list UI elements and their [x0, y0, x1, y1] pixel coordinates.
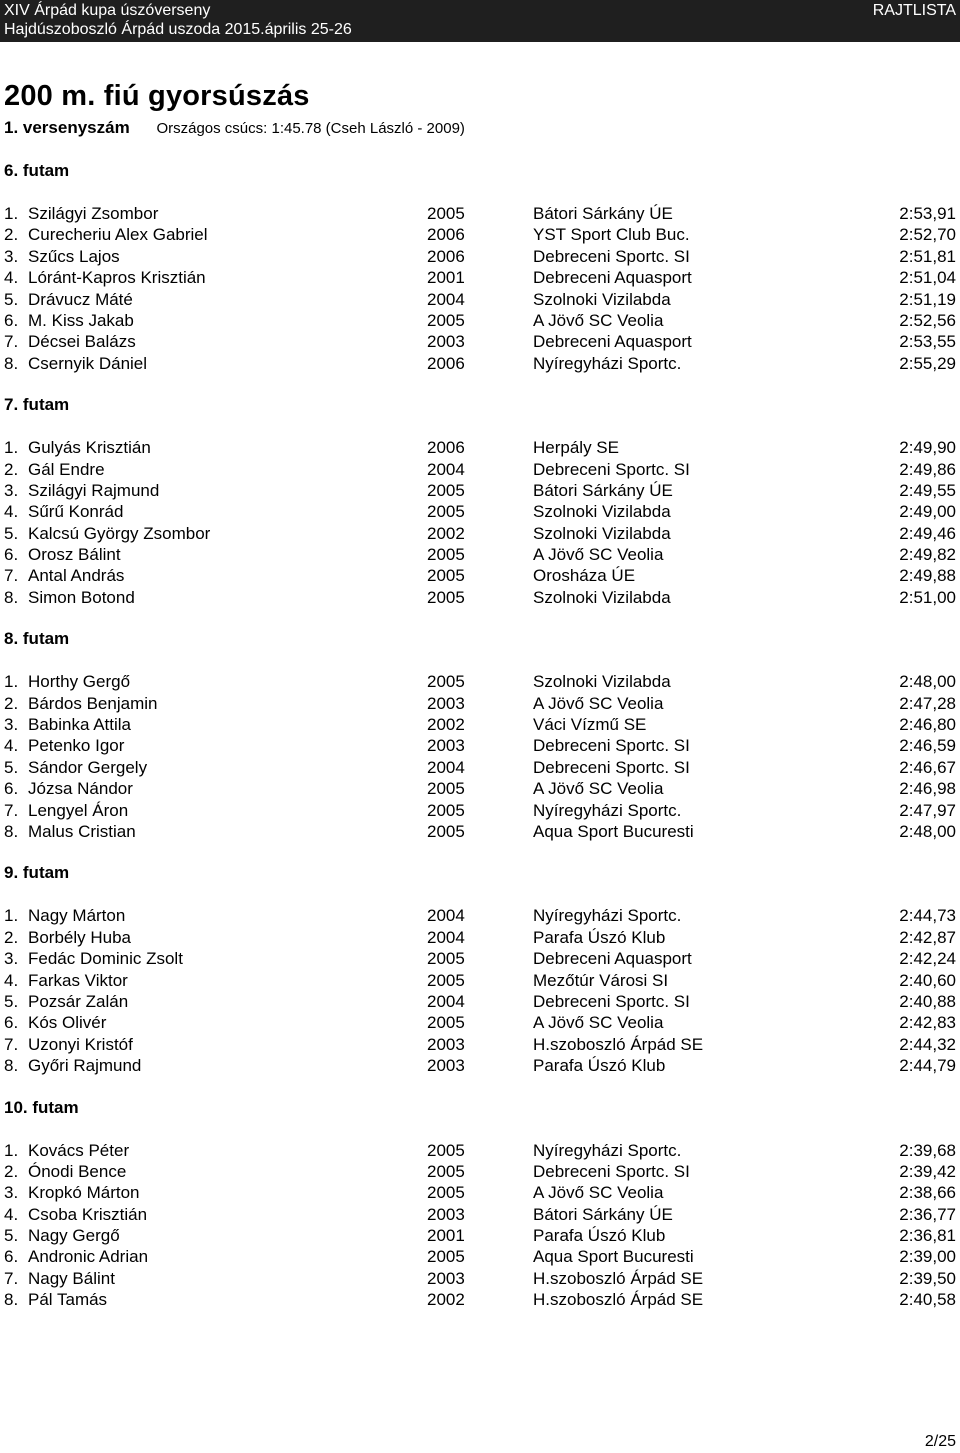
lane-place: 3. [4, 715, 19, 735]
club-name: Szolnoki Vizilabda [533, 672, 671, 692]
entry-time: 2:49,86 [899, 459, 956, 479]
entry-time: 2:46,59 [899, 736, 956, 756]
swimmer-row [0, 1161, 960, 1182]
swimmer-row [0, 757, 960, 778]
birth-year: 2002 [427, 715, 465, 735]
entry-time: 2:39,68 [899, 1140, 956, 1160]
lane-place: 6. [4, 779, 19, 799]
swimmer-row [0, 1289, 960, 1310]
lane-place: 1. [4, 672, 19, 692]
lane-place: 6. [4, 1013, 19, 1033]
swimmer-row [0, 523, 960, 544]
lane-place: 1. [4, 1140, 19, 1160]
club-name: YST Sport Club Buc. [533, 225, 690, 245]
entry-time: 2:46,80 [899, 715, 956, 735]
heat-section [0, 160, 960, 374]
lane-place: 3. [4, 949, 19, 969]
swimmer-name: Gál Endre [28, 459, 105, 479]
club-name: Debreceni Aquasport [533, 268, 692, 288]
swimmer-name: Horthy Gergő [28, 672, 131, 692]
swimmer-row [0, 459, 960, 480]
swimmer-name: Nagy Gergő [28, 1226, 120, 1246]
birth-year: 2005 [427, 779, 465, 799]
swimmer-name: Nagy Bálint [28, 1268, 115, 1288]
birth-year: 2006 [427, 246, 465, 266]
lane-place: 7. [4, 1034, 19, 1054]
event-number: 1. versenyszám [4, 118, 130, 137]
club-name: Váci Vízmű SE [533, 715, 647, 735]
swimmer-row [0, 778, 960, 799]
club-name: A Jövő SC Veolia [533, 1183, 664, 1203]
entry-time: 2:40,60 [899, 970, 956, 990]
birth-year: 2001 [427, 268, 465, 288]
entry-time: 2:48,00 [899, 821, 956, 841]
club-name: Parafa Úszó Klub [533, 927, 666, 947]
entry-time: 2:49,00 [899, 502, 956, 522]
club-name: Nyíregyházi Sportc. [533, 800, 682, 820]
swimmer-name: Józsa Nándor [28, 779, 133, 799]
lane-place: 6. [4, 545, 19, 565]
birth-year: 2005 [427, 502, 465, 522]
birth-year: 2003 [427, 1034, 465, 1054]
entry-time: 2:44,32 [899, 1034, 956, 1054]
entry-time: 2:46,67 [899, 757, 956, 777]
swimmer-row [0, 1225, 960, 1246]
swimmer-row [0, 1182, 960, 1203]
swimmer-row [0, 565, 960, 586]
club-name: Nyíregyházi Sportc. [533, 906, 682, 926]
entry-time: 2:55,29 [899, 353, 956, 373]
entry-time: 2:49,82 [899, 545, 956, 565]
swimmer-row [0, 1034, 960, 1055]
lane-place: 6. [4, 1247, 19, 1267]
swimmer-name: Babinka Attila [28, 715, 132, 735]
entry-time: 2:38,66 [899, 1183, 956, 1203]
club-name: Mezőtúr Városi SI [533, 970, 669, 990]
birth-year: 2005 [427, 800, 465, 820]
swimmer-row [0, 224, 960, 245]
club-name: Debreceni Sportc. SI [533, 991, 690, 1011]
lane-place: 8. [4, 1056, 19, 1076]
birth-year: 2004 [427, 991, 465, 1011]
event-subtitle [4, 118, 465, 138]
lane-place: 4. [4, 970, 19, 990]
lane-place: 5. [4, 1226, 19, 1246]
event-title: 200 m. fiú gyorsúszás [4, 80, 310, 112]
swimmer-row [0, 587, 960, 608]
entry-time: 2:52,70 [899, 225, 956, 245]
swimmer-name: Nagy Márton [28, 906, 126, 926]
club-name: A Jövő SC Veolia [533, 310, 664, 330]
swimmer-name: Kropkó Márton [28, 1183, 140, 1203]
birth-year: 2005 [427, 1161, 465, 1181]
lane-place: 2. [4, 927, 19, 947]
swimmer-row [0, 991, 960, 1012]
entry-time: 2:53,91 [899, 204, 956, 223]
swimmer-row [0, 693, 960, 714]
club-name: H.szoboszló Árpád SE [533, 1268, 704, 1288]
lane-place: 4. [4, 268, 19, 288]
swimmer-row [0, 203, 960, 224]
lane-place: 8. [4, 353, 19, 373]
entry-time: 2:47,28 [899, 693, 956, 713]
entry-time: 2:53,55 [899, 332, 956, 352]
club-name: Szolnoki Vizilabda [533, 587, 671, 607]
birth-year: 2005 [427, 480, 465, 500]
entry-time: 2:44,73 [899, 906, 956, 926]
birth-year: 2001 [427, 1226, 465, 1246]
club-name: Szolnoki Vizilabda [533, 502, 671, 522]
entry-time: 2:42,24 [899, 949, 956, 969]
page-number: 2/25 [924, 1433, 956, 1450]
entry-time: 2:39,50 [899, 1268, 956, 1288]
club-name: Szolnoki Vizilabda [533, 289, 671, 309]
club-name: Debreceni Aquasport [533, 332, 692, 352]
birth-year: 2006 [427, 353, 465, 373]
swimmer-name: Csoba Krisztián [28, 1204, 148, 1224]
lane-place: 4. [4, 1204, 19, 1224]
lane-place: 8. [4, 1290, 19, 1310]
swimmer-name: Antal András [28, 566, 125, 586]
lane-place: 6. [4, 310, 19, 330]
lane-place: 1. [4, 204, 19, 223]
lane-place: 5. [4, 991, 19, 1011]
swimmer-row [0, 800, 960, 821]
club-name: Debreceni Sportc. SI [533, 459, 690, 479]
lane-place: 2. [4, 459, 19, 479]
entry-time: 2:51,04 [899, 268, 956, 288]
birth-year: 2005 [427, 566, 465, 586]
birth-year: 2003 [427, 1056, 465, 1076]
swimmer-row [0, 1246, 960, 1267]
birth-year: 2003 [427, 332, 465, 352]
birth-year: 2005 [427, 672, 465, 692]
entry-time: 2:40,88 [899, 991, 956, 1011]
entry-time: 2:49,90 [899, 438, 956, 458]
competition-title: XIV Árpád kupa úszóverseny [4, 2, 211, 19]
swimmer-row [0, 437, 960, 458]
birth-year: 2005 [427, 587, 465, 607]
club-name: Debreceni Sportc. SI [533, 246, 690, 266]
swimmer-name: Curecheriu Alex Gabriel [28, 225, 208, 245]
swimmer-row [0, 821, 960, 842]
heat-title: 6. futam [4, 161, 70, 180]
club-name: Debreceni Sportc. SI [533, 736, 690, 756]
national-record: Országos csúcs: 1:45.78 (Cseh László - 2009) [156, 120, 465, 137]
entry-time: 2:49,88 [899, 566, 956, 586]
birth-year: 2005 [427, 970, 465, 990]
birth-year: 2005 [427, 310, 465, 330]
heat-section [0, 628, 960, 842]
document-type: RAJTLISTA [872, 2, 956, 19]
swimmer-name: Gulyás Krisztián [28, 438, 151, 458]
birth-year: 2005 [427, 949, 465, 969]
entry-time: 2:47,97 [899, 800, 956, 820]
swimmer-name: M. Kiss Jakab [28, 310, 134, 330]
entry-time: 2:51,00 [899, 587, 956, 607]
swimmer-name: Malus Cristian [28, 821, 136, 841]
entry-time: 2:51,81 [899, 246, 956, 266]
swimmer-name: Pozsár Zalán [28, 991, 129, 1011]
club-name: Debreceni Aquasport [533, 949, 692, 969]
club-name: Parafa Úszó Klub [533, 1056, 666, 1076]
entry-time: 2:36,81 [899, 1226, 956, 1246]
lane-place: 5. [4, 523, 19, 543]
swimmer-name: Fedác Dominic Zsolt [28, 949, 183, 969]
birth-year: 2004 [427, 289, 465, 309]
birth-year: 2002 [427, 523, 465, 543]
swimmer-name: Andronic Adrian [28, 1247, 149, 1267]
lane-place: 3. [4, 246, 19, 266]
swimmer-name: Uzonyi Kristóf [28, 1034, 133, 1054]
club-name: Szolnoki Vizilabda [533, 523, 671, 543]
lane-place: 1. [4, 438, 19, 458]
lane-place: 5. [4, 289, 19, 309]
club-name: A Jövő SC Veolia [533, 545, 664, 565]
swimmer-row [0, 905, 960, 926]
birth-year: 2004 [427, 757, 465, 777]
swimmer-row [0, 927, 960, 948]
birth-year: 2002 [427, 1290, 465, 1310]
swimmer-row [0, 289, 960, 310]
entry-time: 2:39,00 [899, 1247, 956, 1267]
swimmer-row [0, 735, 960, 756]
entry-time: 2:52,56 [899, 310, 956, 330]
swimmer-name: Kós Olivér [28, 1013, 107, 1033]
swimmer-row [0, 1204, 960, 1225]
club-name: Aqua Sport Bucuresti [533, 1247, 694, 1267]
birth-year: 2005 [427, 1013, 465, 1033]
swimmer-name: Szilágyi Zsombor [28, 204, 159, 223]
club-name: Debreceni Sportc. SI [533, 1161, 690, 1181]
lane-place: 2. [4, 225, 19, 245]
birth-year: 2005 [427, 545, 465, 565]
swimmer-name: Lóránt-Kapros Krisztián [28, 268, 206, 288]
swimmer-name: Borbély Huba [28, 927, 132, 947]
swimmer-name: Pál Tamás [28, 1290, 108, 1310]
swimmer-row [0, 310, 960, 331]
club-name: A Jövő SC Veolia [533, 693, 664, 713]
club-name: Nyíregyházi Sportc. [533, 1140, 682, 1160]
header-bar [0, 0, 960, 42]
birth-year: 2005 [427, 204, 465, 223]
swimmer-row [0, 501, 960, 522]
entry-time: 2:48,00 [899, 672, 956, 692]
swimmer-name: Sűrű Konrád [28, 502, 124, 522]
lane-place: 7. [4, 566, 19, 586]
lane-place: 4. [4, 736, 19, 756]
swimmer-row [0, 671, 960, 692]
club-name: Nyíregyházi Sportc. [533, 353, 682, 373]
entry-time: 2:44,79 [899, 1056, 956, 1076]
lane-place: 3. [4, 1183, 19, 1203]
heat-title: 8. futam [4, 629, 70, 649]
club-name: H.szoboszló Árpád SE [533, 1290, 704, 1310]
lane-place: 7. [4, 332, 19, 352]
swimmer-row [0, 544, 960, 565]
lane-place: 5. [4, 757, 19, 777]
entry-time: 2:40,58 [899, 1290, 956, 1310]
heat-section [0, 394, 960, 608]
entry-time: 2:42,83 [899, 1013, 956, 1033]
swimmer-row [0, 480, 960, 501]
swimmer-row [0, 331, 960, 352]
swimmer-row [0, 267, 960, 288]
swimmer-name: Szűcs Lajos [28, 246, 120, 266]
birth-year: 2003 [427, 1268, 465, 1288]
lane-place: 7. [4, 800, 19, 820]
lane-place: 4. [4, 502, 19, 522]
swimmer-name: Drávucz Máté [28, 289, 133, 309]
heats-list [0, 160, 960, 1331]
swimmer-row [0, 1140, 960, 1161]
swimmer-name: Décsei Balázs [28, 332, 136, 352]
heat-title: 10. futam [4, 1097, 79, 1117]
club-name: Bátori Sárkány ÚE [533, 480, 673, 500]
swimmer-name: Szilágyi Rajmund [28, 480, 160, 500]
swimmer-name: Orosz Bálint [28, 545, 121, 565]
lane-place: 8. [4, 587, 19, 607]
swimmer-row [0, 970, 960, 991]
club-name: Parafa Úszó Klub [533, 1226, 666, 1246]
birth-year: 2004 [427, 459, 465, 479]
club-name: Herpály SE [533, 438, 619, 458]
club-name: Debreceni Sportc. SI [533, 757, 690, 777]
entry-time: 2:42,87 [899, 927, 956, 947]
birth-year: 2003 [427, 736, 465, 756]
birth-year: 2005 [427, 1247, 465, 1267]
lane-place: 1. [4, 906, 19, 926]
club-name: A Jövő SC Veolia [533, 1013, 664, 1033]
swimmer-row [0, 1268, 960, 1289]
club-name: Bátori Sárkány ÚE [533, 204, 673, 223]
entry-time: 2:49,55 [899, 480, 956, 500]
swimmer-row [0, 353, 960, 374]
club-name: Orosháza ÚE [533, 566, 636, 586]
swimmer-row [0, 1012, 960, 1033]
swimmer-name: Simon Botond [28, 587, 135, 607]
birth-year: 2005 [427, 1183, 465, 1203]
club-name: A Jövő SC Veolia [533, 779, 664, 799]
lane-place: 2. [4, 693, 19, 713]
entry-time: 2:51,19 [899, 289, 956, 309]
birth-year: 2004 [427, 906, 465, 926]
entry-time: 2:39,42 [899, 1161, 956, 1181]
club-name: Aqua Sport Bucuresti [533, 821, 694, 841]
entry-time: 2:46,98 [899, 779, 956, 799]
swimmer-name: Ónodi Bence [28, 1161, 127, 1181]
swimmer-row [0, 714, 960, 735]
lane-place: 7. [4, 1268, 19, 1288]
birth-year: 2006 [427, 225, 465, 245]
swimmer-name: Farkas Viktor [28, 970, 128, 990]
heat-section [0, 1097, 960, 1311]
birth-year: 2003 [427, 693, 465, 713]
swimmer-name: Sándor Gergely [28, 757, 148, 777]
lane-place: 8. [4, 821, 19, 841]
swimmer-name: Petenko Igor [28, 736, 125, 756]
heat-title: 9. futam [4, 863, 70, 883]
lane-place: 3. [4, 480, 19, 500]
venue-date: Hajdúszoboszló Árpád uszoda 2015.április 25-26 [4, 21, 352, 38]
club-name: H.szoboszló Árpád SE [533, 1034, 704, 1054]
entry-time: 2:49,46 [899, 523, 956, 543]
heat-title: 7. futam [4, 395, 70, 415]
swimmer-name: Győri Rajmund [28, 1056, 142, 1076]
swimmer-row [0, 246, 960, 267]
birth-year: 2005 [427, 1140, 465, 1160]
lane-place: 2. [4, 1161, 19, 1181]
heat-section [0, 862, 960, 1076]
birth-year: 2005 [427, 821, 465, 841]
birth-year: 2006 [427, 438, 465, 458]
birth-year: 2004 [427, 927, 465, 947]
swimmer-name: Lengyel Áron [28, 800, 129, 820]
swimmer-name: Kalcsú György Zsombor [28, 523, 211, 543]
club-name: Bátori Sárkány ÚE [533, 1204, 673, 1224]
swimmer-row [0, 948, 960, 969]
swimmer-name: Csernyik Dániel [28, 353, 148, 373]
entry-time: 2:36,77 [899, 1204, 956, 1224]
swimmer-row [0, 1055, 960, 1076]
birth-year: 2003 [427, 1204, 465, 1224]
swimmer-name: Bárdos Benjamin [28, 693, 158, 713]
swimmer-name: Kovács Péter [28, 1140, 130, 1160]
